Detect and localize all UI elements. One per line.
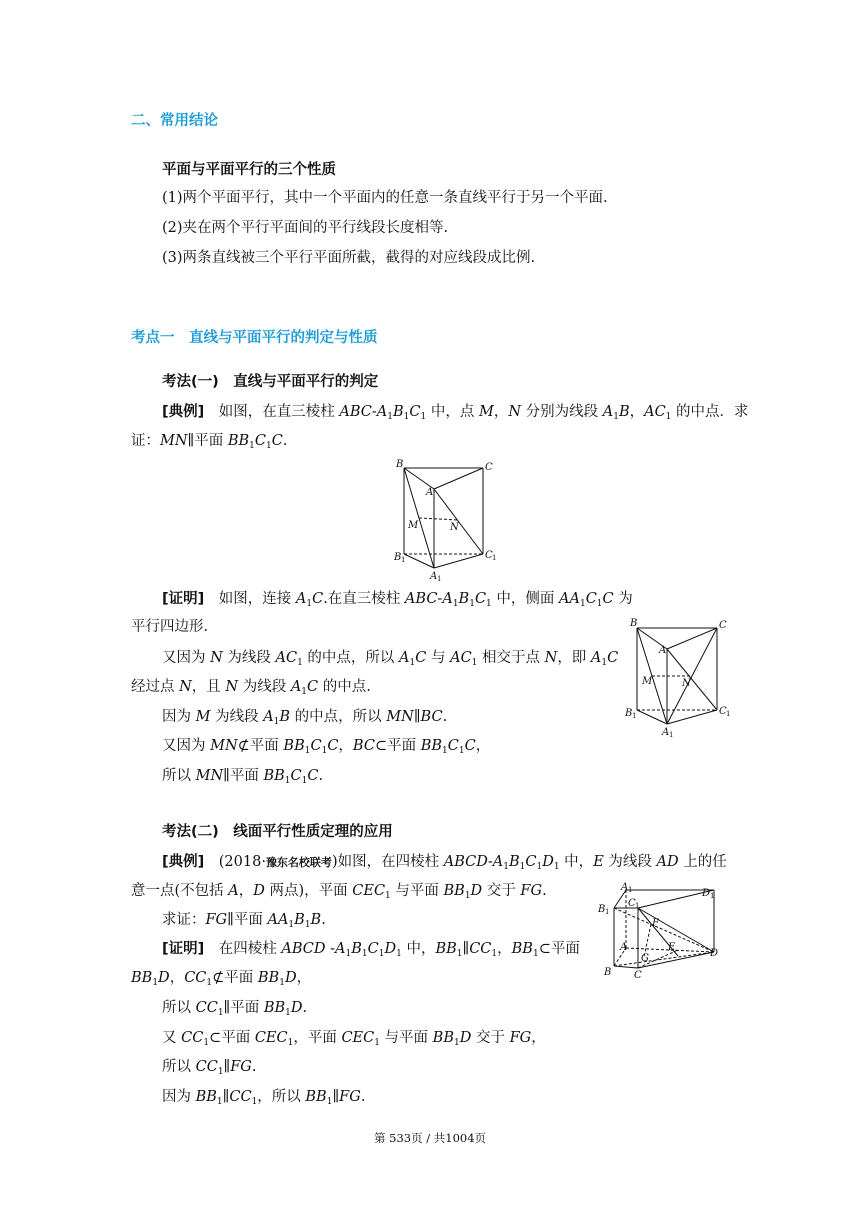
- svg-text:B: B: [604, 967, 612, 978]
- source-name: 豫东名校联考: [265, 856, 332, 869]
- proof-1-line-3: 又因为 N 为线段 $AC_1$ 的中点，所以 $A_1C$ 与 $AC_1$ 相交于点 N，即 $A_1C$: [162, 650, 619, 668]
- svg-text:A: A: [426, 487, 434, 498]
- property-1: (1)两个平面平行，其中一个平面内的任意一条直线平行于另一个平面.: [162, 190, 608, 206]
- proof-2-line-1: [证明] 在四棱柱 ABCD $-A_1B_1C_1D_1$ 中，$BB_1\parallel CC_1$，$BB_1\subset$平面: [162, 941, 580, 959]
- example-2-line-1: [典例] (2018·豫东名校联考)如图，在四棱柱 ABCD-$A_1B_1C_1D_1$ 中，E 为线段 AD 上的任: [162, 854, 727, 872]
- svg-text:M: M: [408, 520, 419, 531]
- svg-text:1: 1: [401, 556, 406, 564]
- example-tag: [典例]: [162, 854, 205, 870]
- svg-text:A: A: [662, 727, 670, 738]
- proof-2-line-2: $BB_1D$，$CC_1⊄$平面 $BB_1D$，: [131, 970, 312, 988]
- svg-text:C: C: [485, 550, 493, 561]
- svg-text:A: A: [659, 645, 667, 656]
- svg-text:B: B: [598, 904, 606, 915]
- example-tag: [典例]: [162, 404, 205, 420]
- svg-text:1: 1: [710, 892, 715, 900]
- svg-text:G: G: [641, 953, 649, 964]
- svg-text:D: D: [702, 888, 711, 899]
- svg-text:B: B: [625, 708, 633, 719]
- svg-text:N: N: [450, 522, 459, 533]
- property-3: (3)两条直线被三个平行平面所截，截得的对应线段成比例.: [162, 250, 536, 266]
- svg-text:1: 1: [605, 908, 610, 916]
- svg-text:B: B: [394, 552, 402, 563]
- svg-text:1: 1: [437, 575, 442, 583]
- proof-2-line-5: 所以 $CC_1\parallel FG$.: [162, 1059, 257, 1077]
- svg-text:C: C: [634, 970, 642, 981]
- proof-1-line-7: 所以 MN∥平面 $BB_1C_1C$.: [162, 768, 324, 786]
- svg-text:C: C: [485, 462, 493, 473]
- svg-text:A: A: [430, 571, 438, 582]
- topic-heading: 考点一 直线与平面平行的判定与性质: [131, 330, 378, 346]
- example-1-line-2: 证：MN∥平面 $BB_1C_1C$.: [131, 433, 288, 451]
- proof-1-line-5: 因为 M 为线段 $A_1B$ 的中点，所以 MN∥BC.: [162, 709, 448, 727]
- example-2-line-2: 意一点(不包括 A，D 两点)，平面 $CEC_1$ 与平面 $BB_1D$ 交于 FG.: [131, 883, 547, 901]
- prism-figure-1: [390, 458, 510, 586]
- svg-text:C: C: [628, 898, 636, 909]
- svg-text:1: 1: [492, 554, 497, 562]
- svg-text:1: 1: [635, 902, 640, 910]
- proof-1-line-2: 平行四边形.: [131, 619, 209, 635]
- properties-heading: 平面与平面平行的三个性质: [162, 162, 336, 178]
- proof-1-line-1: [证明] 如图，连接 $A_1C$.在直三棱柱 ABC-$A_1B_1C_1$ 中，侧面 $AA_1C_1C$ 为: [162, 591, 633, 609]
- svg-text:B: B: [630, 618, 638, 629]
- svg-text:N: N: [682, 678, 691, 689]
- proof-tag: [证明]: [162, 591, 205, 607]
- source-year: (2018·: [218, 854, 266, 870]
- example-1-line-1: [典例] 如图，在直三棱柱 ABC-$A_1B_1C_1$ 中，点 M，N 分别为线段 $A_1B$，$AC_1$ 的中点．求: [162, 404, 749, 422]
- proof-2-line-4: 又 $CC_1\subset$平面 $CEC_1$，平面 $CEC_1$ 与平面 $BB_1D$ 交于 FG，: [162, 1030, 546, 1048]
- method-1-title: 考法(一) 直线与平面平行的判定: [162, 374, 379, 390]
- svg-text:B: B: [396, 459, 404, 470]
- svg-text:F: F: [652, 918, 659, 929]
- property-2: (2)夹在两个平行平面间的平行线段长度相等.: [162, 220, 449, 236]
- prism-figure-2: [622, 614, 742, 742]
- svg-text:1: 1: [726, 710, 731, 718]
- svg-text:C: C: [719, 620, 727, 631]
- prism-figure-3: [596, 882, 728, 982]
- proof-1-line-6: 又因为 MN⊄平面 $BB_1C_1C$，BC⊂平面 $BB_1C_1C$，: [162, 738, 491, 756]
- svg-text:D: D: [710, 948, 719, 959]
- proof-1-line-4: 经过点 N，且 N 为线段 $A_1C$ 的中点.: [131, 679, 371, 697]
- svg-text:M: M: [642, 676, 653, 687]
- proof-tag: [证明]: [162, 941, 205, 957]
- page-footer: 第 533页 / 共1004页: [373, 1131, 487, 1145]
- svg-text:1: 1: [628, 886, 633, 894]
- proof-2-line-3: 所以 $CC_1\parallel$平面 $BB_1D$.: [162, 1000, 308, 1018]
- svg-text:C: C: [719, 706, 727, 717]
- svg-text:1: 1: [669, 731, 674, 739]
- svg-text:A: A: [621, 882, 629, 893]
- section-heading: 二、常用结论: [131, 113, 218, 129]
- svg-text:A: A: [620, 942, 628, 953]
- svg-text:E: E: [668, 942, 676, 953]
- method-2-title: 考法(二) 线面平行性质定理的应用: [162, 824, 393, 840]
- proof-2-line-6: 因为 $BB_1\parallel CC_1$，所以 $BB_1\parallel FG$.: [162, 1089, 366, 1107]
- example-2-line-3: 求证：FG∥平面 $AA_1B_1B$.: [162, 912, 326, 930]
- svg-text:1: 1: [632, 712, 637, 720]
- source-close: ): [331, 854, 338, 870]
